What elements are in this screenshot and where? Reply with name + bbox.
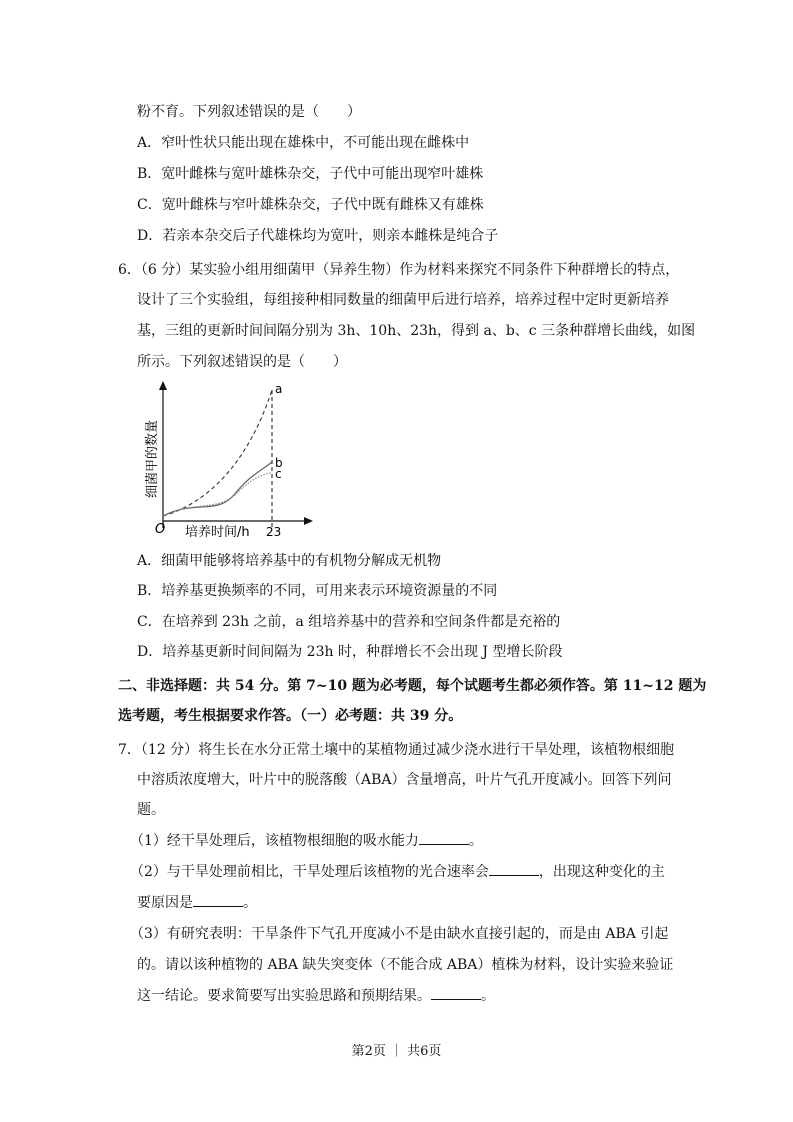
q6-option-c: C．在培养到 23h 之前，a 组培养基中的营养和空间条件都是充裕的 <box>137 614 561 630</box>
page-footer: 第2页 ｜ 共6页 <box>351 1044 442 1059</box>
q6-stem-3: 基，三组的更新时间间隔分别为 3h、10h、23h，得到 a、b、c 三条种群增长曲线，如图 <box>137 323 696 339</box>
y-axis-label: 细菌甲的数量 <box>145 419 160 498</box>
q6-stem-2: 设计了三个实验组，每组接种相同数量的细菌甲后进行培养，培养过程中定时更新培养 <box>137 292 669 308</box>
q6-option-b: B．培养基更换频率的不同，可用来表示环境资源量的不同 <box>137 583 498 599</box>
q7-stem-1: 7．（12 分）将生长在水分正常土壤中的某植物通过减少浇水进行干旱处理，该植物根细胞 <box>118 742 675 758</box>
q7-stem-3: 题。 <box>137 802 165 818</box>
curve-a <box>163 390 272 516</box>
x-axis-arrow <box>304 517 313 525</box>
q7-sub-3-text-c: 这一结论。要求简要写出实验思路和预期结果。 <box>137 988 431 1004</box>
q7-sub-2-text-b: ，出现这种变化的主 <box>538 864 665 880</box>
q7-sub-3-line1: （3）有研究表明：干旱条件下气孔开度减小不是由缺水直接引起的，而是由 ABA 引起 <box>130 926 669 942</box>
q5-option-a: A．窄叶性状只能出现在雄株中，不可能出现在雌株中 <box>137 135 470 151</box>
answer-blank-3 <box>193 894 243 907</box>
origin-label: O <box>155 522 166 537</box>
q7-sub-2-text-c: 要原因是 <box>137 895 193 911</box>
label-a: a <box>275 382 283 396</box>
q7-sub-2-text: （2）与干旱处理前相比，干旱处理后该植物的光合速率会 <box>130 864 489 880</box>
q6-stem-1: 6．（6 分）某实验小组用细菌甲（异养生物）作为材料来探究不同条件下种群增长的特点， <box>118 262 680 278</box>
q5-option-c: C．宽叶雌株与窄叶雄株杂交，子代中既有雌株又有雄株 <box>137 197 484 213</box>
q7-sub-1-text: （1）经干旱处理后，该植物根细胞的吸水能力 <box>130 833 419 849</box>
y-axis-arrow <box>159 381 167 390</box>
x-tick-23: 23 <box>266 525 282 539</box>
q7-sub-3-line3 <box>137 987 495 1005</box>
growth-curve-figure <box>138 378 328 543</box>
q6-stem-4: 所示。下列叙述错误的是（ ） <box>137 354 347 370</box>
x-axis-label: 培养时间/h <box>185 525 250 540</box>
answer-blank-4 <box>431 987 481 1000</box>
q7-sub-3-line2: 的。请以该种植物的 ABA 缺失突变体（不能合成 ABA）植株为材料，设计实验来验证 <box>137 957 674 973</box>
label-b: b <box>275 456 283 470</box>
q7-sub-1 <box>130 832 483 850</box>
q5-option-b: B．宽叶雌株与宽叶雄株杂交，子代中可能出现窄叶雄株 <box>137 166 484 182</box>
q7-sub-2-cont <box>137 894 257 912</box>
period: 。 <box>481 988 495 1004</box>
period: 。 <box>468 833 483 849</box>
curve-b <box>163 462 272 516</box>
q7-sub-2 <box>130 863 665 881</box>
answer-blank-1 <box>419 832 469 845</box>
section-heading-2: 选考题，考生根据要求作答。（一）必考题：共 39 分。 <box>118 708 463 724</box>
q6-option-d: D．培养基更新时间间隔为 23h 时，种群增长不会出现 J 型增长阶段 <box>137 644 563 660</box>
q5-option-d: D．若亲本杂交后子代雄株均为宽叶，则亲本雌株是纯合子 <box>137 228 499 244</box>
section-heading-1: 二、非选择题：共 54 分。第 7~10 题为必考题，每个试题考生都必须作答。第 11~12 题为 <box>118 678 707 694</box>
q5-tail: 粉不育。下列叙述错误的是（ ） <box>137 104 361 120</box>
q6-option-a: A．细菌甲能够将培养基中的有机物分解成无机物 <box>137 553 442 569</box>
label-c: c <box>275 467 282 481</box>
period: 。 <box>243 895 257 911</box>
q7-stem-2: 中溶质浓度增大，叶片中的脱落酸（ABA）含量增高，叶片气孔开度减小。回答下列问 <box>137 772 672 788</box>
answer-blank-2 <box>489 863 539 876</box>
